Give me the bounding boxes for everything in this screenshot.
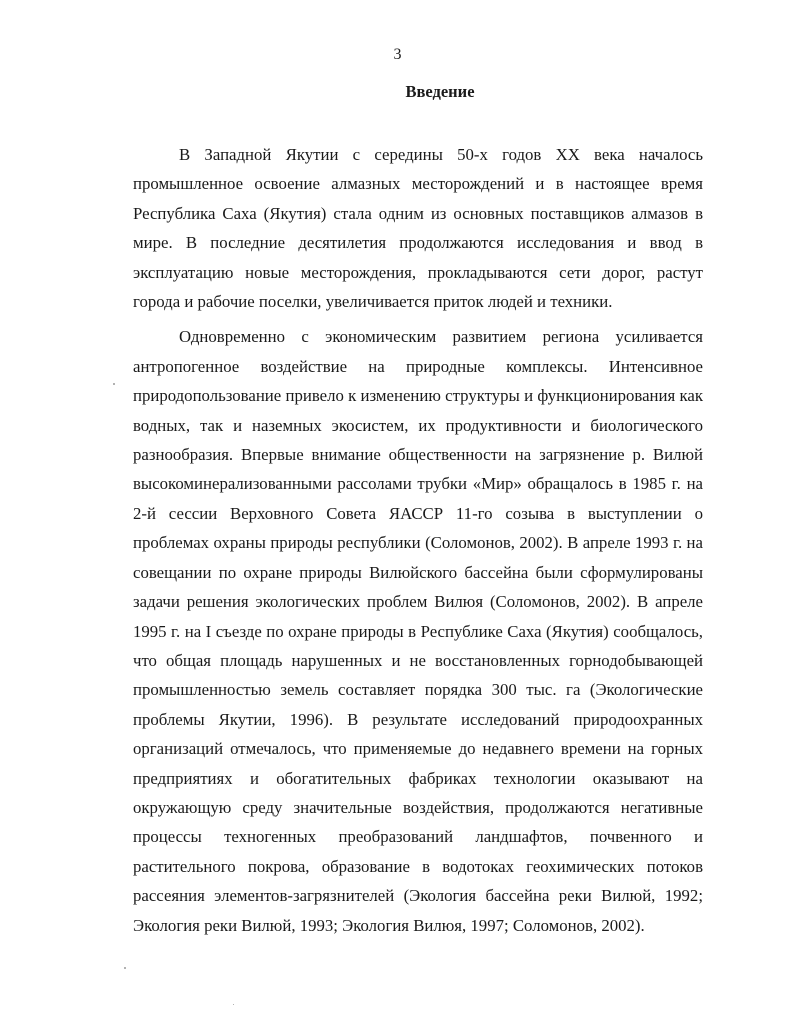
page-number: 3: [393, 46, 402, 63]
scan-speck: [113, 383, 115, 385]
scan-speck: [233, 1004, 234, 1005]
section-heading: Введение: [405, 82, 475, 101]
paragraph-2: Одновременно с экономическим развитием региона усиливается антропогенное воздействие на природные комплексы. Интенсивное природопользование привело к изменению структуры и функционирования как водных, так и наземных экосистем, их продуктивности и биологического разнообразия. Впервые внимание общественности на загрязнение р. Вилюй высокоминерализованными рассолами трубки «Мир» обращалось в 1985 г. на 2-й сессии Верховного Совета ЯАССР 11-го созыва в выступлении о проблемах охраны природы республики (Соломонов, 2002). В апреле 1993 г. на совещании по охране природы Вилюйского бассейна были сформулированы задачи решения экологических проблем Вилюя (Соломонов, 2002). В апреле 1995 г. на I съезде по охране природы в Республике Саха (Якутия) сообщалось, что общая площадь нарушенных и не восстановленных горнодобывающей промышленностью земель составляет порядка 300 тыс. га (Экологические проблемы Якутии, 1996). В результате исследований природоохранных организаций отмечалось, что применяемые до недавнего времени на горных предприятиях и обогатительных фабриках технологии оказывают на окружающую среду значительные воздействия, продолжаются негативные процессы техногенных преобразований ландшафтов, почвенного и растительного покрова, образование в водотоках геохимических потоков рассеяния элементов-загрязнителей (Экология бассейна реки Вилюй, 1992; Экология реки Вилюй, 1993; Экология Вилюя, 1997; Соломонов, 2002).: [133, 327, 703, 935]
paragraph-1: В Западной Якутии с середины 50-х годов XX века началось промышленное освоение алмазных месторождений и в настоящее время Республика Саха (Якутия) стала одним из основных поставщиков алмазов в мире. В последние десятилетия продолжаются исследования и ввод в эксплуатацию новые месторождения, прокладываются сети дорог, растут города и рабочие поселки, увеличивается приток людей и техники.: [133, 145, 703, 312]
scan-speck: [124, 967, 126, 969]
body-text: [133, 140, 703, 946]
